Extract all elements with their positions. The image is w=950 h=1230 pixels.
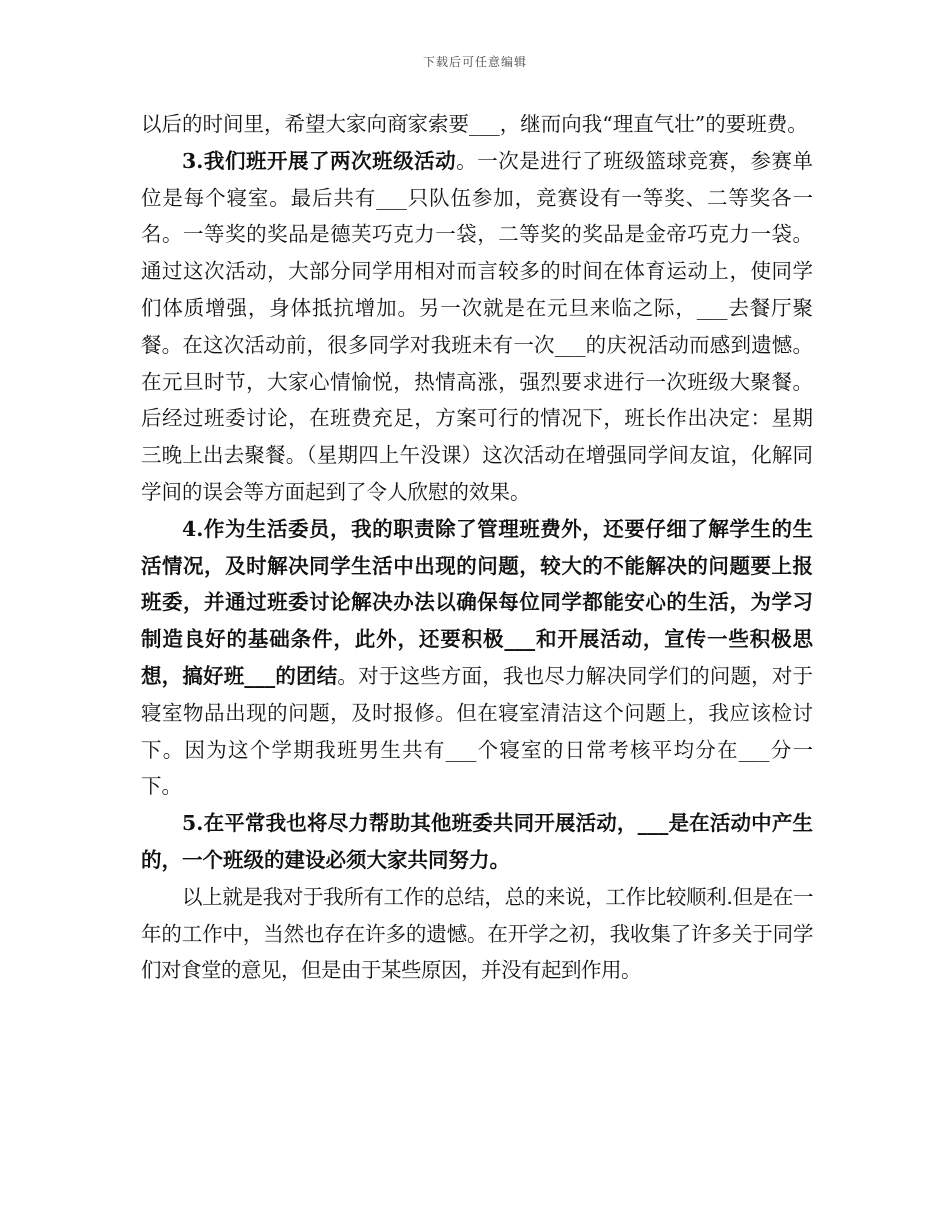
page-header: 下载后可任意编辑 [422, 55, 527, 69]
paragraph-0: 以后的时间里，希望大家向商家索要___，继而向我“理直气壮”的要班费。 [141, 112, 808, 136]
paragraph-3 [141, 143, 813, 511]
paragraph-4-text: 。对于这些方面，我也尽力解决同学们的问题，对于寝室物品出现的问题，及时报修。但在寝室清洁这个问题上，我应该检讨下。因为这个学期我班男生共有___个寝室的日常考核平均分在___分一下。 [141, 663, 814, 799]
paragraph-4-heading: 4.作为生活委员，我的职责除了管理班费外，还要仔细了解学生的生活情况，及时解决同学生活中出现的问题，较大的不能解决的问题要上报班委，并通过班委讨论解决办法以确保每位同学都能安心的生活，为学习制造良好的基础条件，此外，还要积极___和开展活动，宣传一些积极思想，搞好班___的团结 [141, 516, 813, 688]
document-body [141, 106, 813, 989]
paragraph-4 [141, 511, 813, 805]
paragraph-5: 5.在平常我也将尽力帮助其他班委共同开展活动，___是在活动中产生的，一个班级的建设必须大家共同努力。 [141, 811, 813, 872]
paragraph-3-text: 。一次是进行了班级篮球竞赛，参赛单位是每个寝室。最后共有___只队伍参加，竞赛设有一等奖、二等奖各一名。一等奖的奖品是德芙巧克力一袋，二等奖的奖品是金帝巧克力一袋。通过这次活动，大部分同学用相对而言较多的时间在体育运动上，使同学们体质增强，身体抵抗增加。另一次就是在元旦来临之际，___去餐厅聚餐。在这次活动前，很多同学对我班未有一次___的庆祝活动而感到遗憾。在元旦时节，大家心情愉悦，热情高涨，强烈要求进行一次班级大聚餐。后经过班委讨论，在班费充足，方案可行的情况下，班长作出决定：星期三晚上出去聚餐。（星期四上午没课）这次活动在增强同学间友谊，化解同学间的误会等方面起到了令人欣慰的效果。 [141, 148, 813, 504]
paragraph-3-heading: 3.我们班开展了两次班级活动 [182, 148, 457, 173]
paragraph-6: 以上就是我对于我所有工作的总结，总的来说，工作比较顺利.但是在一年的工作中，当然也存在许多的遗憾。在开学之初，我收集了许多关于同学们对食堂的意见，但是由于某些原因，并没有起到作用。 [141, 884, 813, 983]
